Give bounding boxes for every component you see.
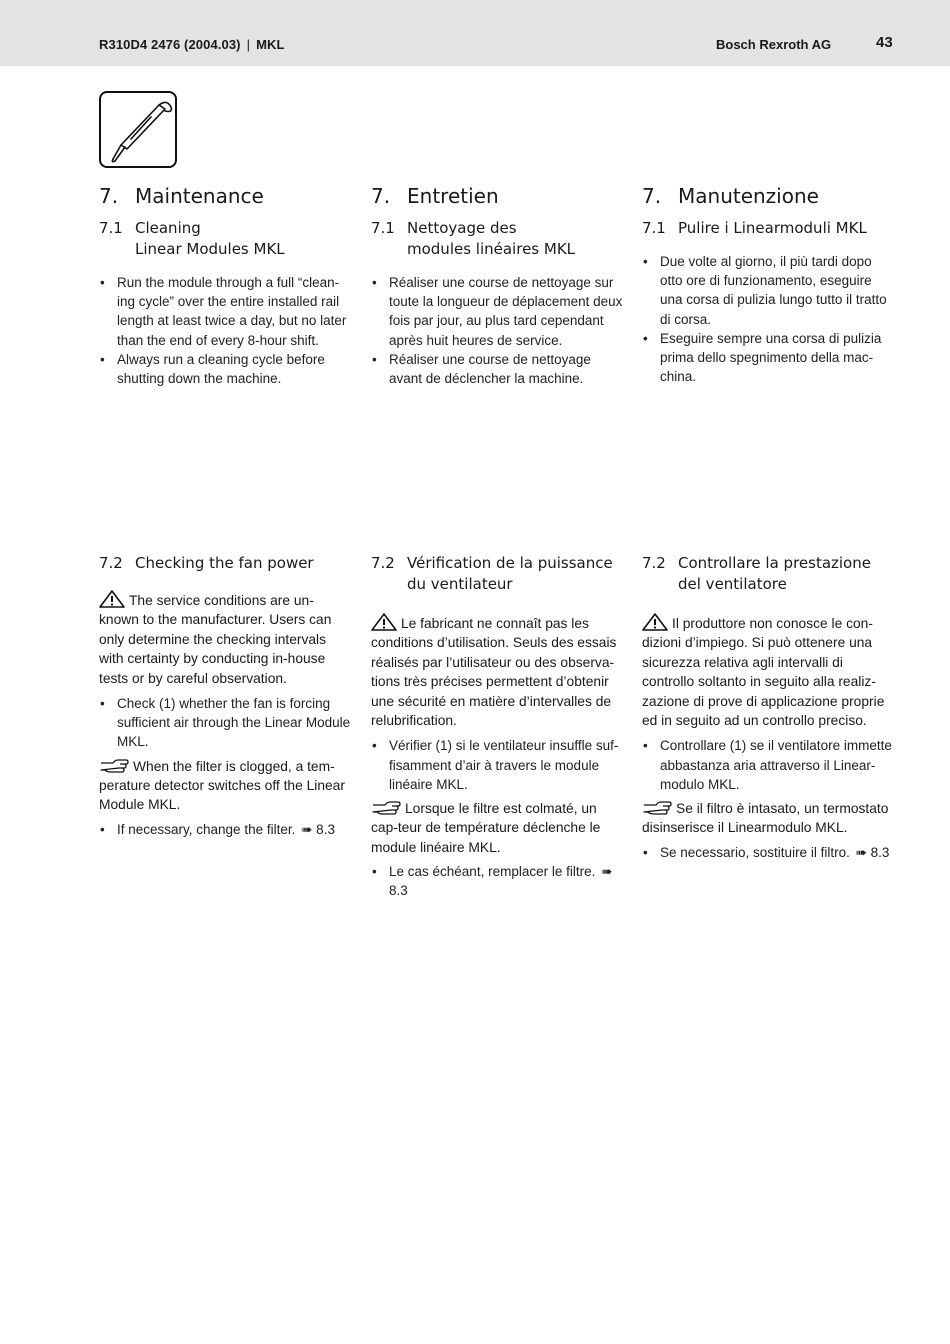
filter-list [371,862,623,900]
subsection-title-line2: del ventilatore [678,575,787,593]
subsection-title-line1: Checking the fan power [135,554,314,572]
warning-icon [371,613,397,631]
cross-reference-link[interactable]: ➠ 8.3 [301,821,335,837]
section-number: 7. [371,184,391,208]
header-separator: | [246,37,251,52]
warning-paragraph [99,590,351,688]
section-7-1-title-it [642,218,938,239]
warning-paragraph [642,613,897,730]
subsection-title-line2: Linear Modules MKL [135,240,285,258]
section-7-1-title-en [99,218,387,260]
list-item: • Due volte al giorno, il più tardi dopo otto ore di funzionamento, eseguire una corsa di pulizia lungo tutto il tratto di corsa. [642,252,897,329]
cleaning-list-it [642,252,897,386]
section-number: 7. [99,184,119,208]
list-item: • Controllare (1) se il ventilatore immette abbastanza aria attraverso il Linear-modulo MKL. [642,736,897,794]
list-item: • Réaliser une course de nettoyage sur toute la longueur de déplacement deux fois par jour, au plus tard cependant après huit heures de service. [371,273,623,350]
fan-check-list [371,736,623,794]
doc-reference [99,37,285,52]
warning-text: Le fabricant ne connaît pas les conditions d’utilisation. Seuls des essais réalisés par l’utilisateur ou des observa-tions très précises permettent d’obtenir une sécurité en matière d’intervalles de relubrification. [371,616,617,729]
note-paragraph [371,799,623,857]
section-7-title-en [99,184,264,208]
note-text: When the filter is clogged, a tem-perature detector switches off the Linear Module MKL. [99,758,345,813]
subsection-number: 7.2 [99,554,123,572]
section-title: Entretien [407,184,499,208]
note-paragraph [642,799,897,838]
fan-check-list [99,694,351,752]
section-title: Manutenzione [678,184,819,208]
list-item: • Check (1) whether the fan is forcing sufficient air through the Linear Module MKL. [99,694,351,752]
section-7-2-title-it [642,553,938,595]
pointing-hand-icon [371,799,401,815]
list-item-text: Le cas échéant, remplacer le filtre. [389,864,596,880]
subsection-title-line1: Pulire i Linearmoduli MKL [678,219,867,237]
filter-list [99,820,351,839]
subsection-number: 7.1 [642,219,666,237]
warning-icon [99,590,125,608]
warning-text: The service conditions are un-known to the manufacturer. Users can only determine the checking intervals with certainty by conducting in-house tests or by careful observation. [99,593,332,686]
subsection-number: 7.1 [99,219,123,237]
subsection-title-line1: Cleaning [135,219,201,237]
subsection-number: 7.1 [371,219,395,237]
subsection-number: 7.2 [642,554,666,572]
cleaning-list-en [99,273,351,388]
note-text: Se il filtro è intasato, un termostato disinserisce il Linearmodulo MKL. [642,801,889,836]
list-item: • Eseguire sempre una corsa di pulizia prima dello spegnimento della mac-china. [642,329,897,387]
cross-reference-link[interactable]: ➠ 8.3 [389,864,613,899]
list-item: • Always run a cleaning cycle before shutting down the machine. [99,350,351,388]
section-7-2-title-en [99,553,387,574]
list-item [99,820,351,839]
cleaning-list-fr [371,273,623,388]
note-paragraph [99,757,351,815]
section-number: 7. [642,184,662,208]
section-title: Maintenance [135,184,264,208]
subsection-title-line1: Nettoyage des [407,219,517,237]
list-item: • Run the module through a full “clean-ing cycle” over the entire installed rail length at least twice a day, but no later than the end of every 8-hour shift. [99,273,351,350]
list-item: • Réaliser une course de nettoyage avant de déclencher la machine. [371,350,623,388]
pointing-hand-icon [642,799,672,815]
warning-paragraph [371,613,623,730]
subsection-title-line2: du ventilateur [407,575,513,593]
list-item [642,843,897,862]
maintenance-tool-icon [99,91,177,168]
list-item [371,862,623,900]
doc-id: R310D4 2476 (2004.03) [99,37,241,52]
subsection-title-line1: Vérification de la puissance [407,554,613,572]
subsection-number: 7.2 [371,554,395,572]
fan-check-block-en [99,590,351,839]
warning-text: Il produttore non conosce le con-dizioni d’impiego. Si può ottenere una sicurezza relativa agli intervalli di controllo soltanto in seguito alla realiz-zazione di prove di applicazione proprie ed in seguito ad un controllo preciso. [642,616,885,729]
section-7-1-title-fr [371,218,667,260]
pointing-hand-icon [99,757,129,773]
section-7-title-fr [371,184,499,208]
fan-check-list [642,736,897,794]
filter-list [642,843,897,862]
fan-check-block-fr [371,613,623,901]
product-name: MKL [256,37,285,52]
subsection-title-line2: modules linéaires MKL [407,240,576,258]
note-text: Lorsque le filtre est colmaté, un cap-teur de température déclenche le module linéaire MKL. [371,801,601,855]
section-7-title-it [642,184,819,208]
section-7-2-title-fr [371,553,667,595]
page-number: 43 [876,34,893,51]
list-item: • Vérifier (1) si le ventilateur insuffle suf-fisamment d’air à travers le module linéaire MKL. [371,736,623,794]
list-item-text: If necessary, change the filter. [117,821,296,837]
list-item-text: Se necessario, sostituire il filtro. [660,844,850,860]
fan-check-block-it [642,613,897,862]
cross-reference-link[interactable]: ➠ 8.3 [855,844,890,860]
company-name: Bosch Rexroth AG [716,37,832,52]
warning-icon [642,613,668,631]
page-header [0,0,950,66]
subsection-title-line1: Controllare la prestazione [678,554,871,572]
